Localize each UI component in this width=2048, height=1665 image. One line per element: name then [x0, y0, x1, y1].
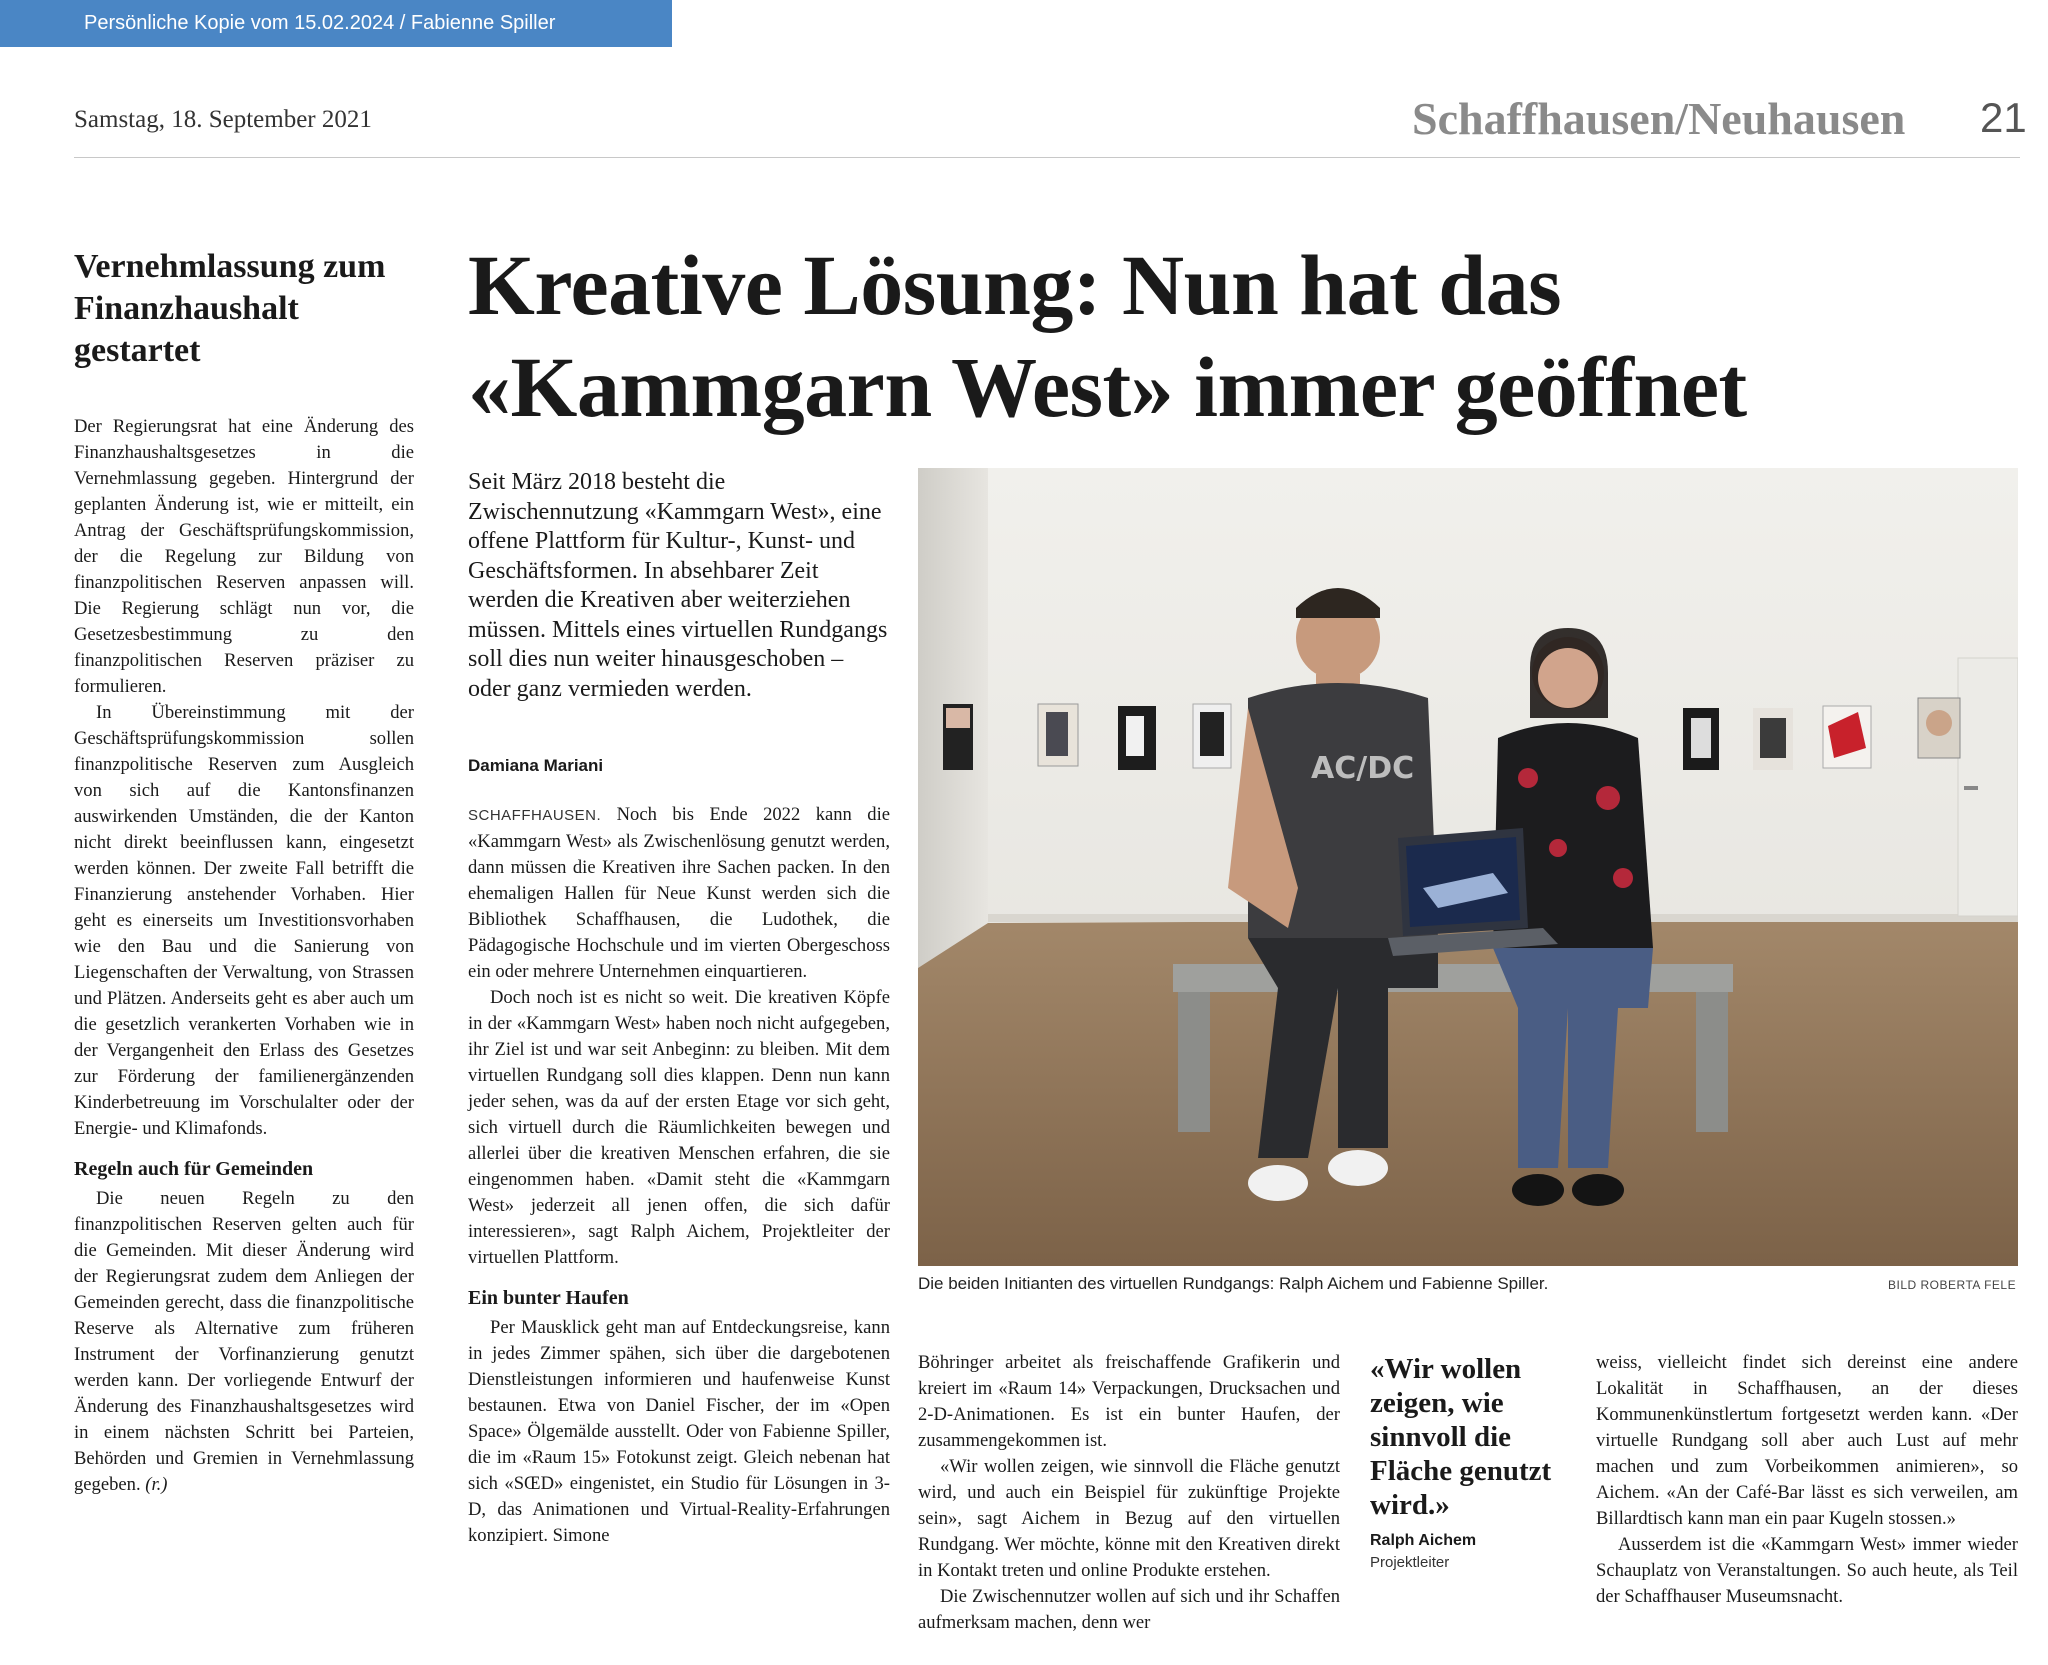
- main-headline: [468, 234, 2028, 438]
- article-paragraph: «Wir wollen zeigen, wie sinnvoll die Fläche genutzt wird, und auch ein Beispiel für zukünftige Projekte sein», sagt Aichem in Bezug auf den virtuellen Rundgang. Wer möchte, könne mit den Kreativen direkt in Kontakt treten und online Produkte erstehen.: [918, 1456, 1340, 1581]
- article-paragraph: Doch noch ist es nicht so weit. Die kreativen Köpfe in der «Kammgarn West» haben noch nicht aufgegeben, ihr Ziel ist und war seit Anbeginn: zu bleiben. Mit dem virtuellen Rundgang soll dies klappen. Denn nun kann jeder sehen, was da auf der ersten Etage vor sich geht, sich virtuell durch die Räumlichkeiten bewegen und allerlei über die kreativen Menschen erfahren, die sie eingenommen haben. «Damit steht die «Kammgarn West» jederzeit all jenen offen, die sich dafür interessieren», sagt Ralph Aichem, Projektleiter der virtuellen Plattform.: [468, 987, 890, 1268]
- section-title: Schaffhausen/Neuhausen: [1412, 93, 1906, 144]
- article-paragraph: Ausserdem ist die «Kammgarn West» immer wieder Schauplatz von Veranstaltungen. So auch heute, als Teil der Schaffhauser Museumsnacht.: [1596, 1534, 2018, 1607]
- article-paragraph: Die Zwischennutzer wollen auf sich und ihr Schaffen aufmerksam machen, denn wer: [918, 1586, 1340, 1633]
- pull-quote-role: Projektleiter: [1370, 1554, 1450, 1571]
- sidebar-paragraph-text: Die neuen Regeln zu den finanzpolitischen Reserven gelten auch für die Gemeinden. Mit dieser Änderung wird der Regierungsrat zudem dem Anliegen der Gemeinden gerecht, dass die finanzpolitische Reserve als Alternative zum früheren Instrument der Vorfinanzierung genutzt werden kann. Der vorliegende Entwurf der Änderung des Finanzhaushaltsgesetzes wird in einem nächsten Schritt bei Parteien, Behörden und Gremien in Vernehmlassung gegeben.: [74, 1188, 414, 1495]
- article-photo: [918, 468, 2018, 1266]
- article-column-1: [468, 802, 890, 1549]
- article-lead: Seit März 2018 besteht die Zwischennutzung «Kammgarn West», eine offene Plattform für Kultur-, Kunst- und Geschäftsformen. In absehbarer Zeit werden die Kreativen aber weiterziehen müssen. Mittels eines virtuellen Rundgangs soll dies nun weiter hinausgeschoben – oder ganz vermieden werden.: [468, 469, 888, 702]
- article-paragraph: weiss, vielleicht findet sich dereinst eine andere Lokalität in Schaffhausen, an der dieses Kommunenkünstlertum fortgesetzt werden kann. «Der virtuelle Rundgang soll aber auch Lust auf mehr machen und zum Vorbeikommen animieren», so Aichem. «An der Café-Bar lässt es sich verweilen, am Billardtisch kann man ein paar Kugeln stossen.»: [1596, 1352, 2018, 1529]
- sidebar-paragraph: Der Regierungsrat hat eine Änderung des Finanzhaushaltsgesetzes in die Vernehmlassung gegeben. Hintergrund der geplanten Änderung ist, wie er mitteilt, ein Antrag der Geschäftsprüfungskommission, der die Regelung zur Bildung von finanzpolitischen Reserven anpassen will. Die Regierung schlägt nun vor, die Gesetzesbestimmung zu den finanzpolitischen Reserven präziser zu formulieren.: [74, 416, 414, 697]
- header-rule: [74, 157, 2020, 158]
- sidebar-headline: Vernehmlassung zum Finanzhaushalt gestartet: [74, 248, 386, 369]
- issue-date: Samstag, 18. September 2021: [74, 106, 372, 133]
- pull-quote: «Wir wollen zeigen, wie sinnvoll die Fläche genutzt wird.»: [1370, 1353, 1552, 1521]
- sidebar-paragraph: In Übereinstimmung mit der Geschäftsprüfungskommission sollen finanzpolitische Reserven zum Ausgleich von sich auf die Kantonsfinanzen auswirkenden Umständen, die der Kanton nicht direkt beeinflussen kann, eingesetzt werden können. Der zweite Fall betrifft die Finanzierung anstehender Vorhaben. Hier geht es einerseits um Investitionsvorhaben wie den Bau und die Sanierung von Liegenschaften der Verwaltung, von Strassen und Plätzen. Anderseits geht es aber auch um die gesetzlich verankerten Vorhaben wie in der Vergangenheit den Erlass des Gesetzes zur Förderung der familienergänzenden Kinderbetreuung im Vorschulalter oder der Energie- und Klimafonds.: [74, 702, 414, 1139]
- sidebar-subhead: Regeln auch für Gemeinden: [74, 1158, 314, 1180]
- headline-line-2: «Kammgarn West» immer geöffnet: [468, 339, 1747, 435]
- headline-line-1: Kreative Lösung: Nun hat das: [468, 237, 1562, 333]
- page-number: 21: [1980, 94, 2027, 141]
- article-column-3: [1596, 1350, 2018, 1610]
- personal-copy-banner: Persönliche Kopie vom 15.02.2024 / Fabienne Spiller: [0, 0, 672, 47]
- article-author: Damiana Mariani: [468, 756, 604, 775]
- photo-illustration: [918, 468, 2018, 1266]
- sidebar-paragraph: [74, 1186, 414, 1498]
- article-paragraph: Per Mausklick geht man auf Entdeckungsreise, kann in jedes Zimmer spähen, sich über die dargebotenen Dienstleistungen informieren und haufenweise Kunst bestaunen. Etwa von Daniel Fischer, der im «Open Space» Ölgemälde ausstellt. Oder von Fabienne Spiller, die im «Raum 15» Fotokunst zeigt. Gleich nebenan hat sich «SŒD» eingenistet, ein Studio für Lösungen in 3-D, das Animationen und Virtual-Reality-Erfahrungen konzipiert. Simone: [468, 1317, 890, 1546]
- sidebar-body: [74, 414, 414, 1498]
- photo-caption: Die beiden Initianten des virtuellen Rundgangs: Ralph Aichem und Fabienne Spiller.: [918, 1274, 1549, 1293]
- article-subhead: Ein bunter Haufen: [468, 1287, 629, 1309]
- article-paragraph: [468, 802, 890, 985]
- shirt-print: AC/DC: [1311, 751, 1415, 786]
- article-paragraph-text: Noch bis Ende 2022 kann die «Kammgarn West» als Zwischenlösung genutzt werden, dann müssen die Kreativen ihre Sachen packen. In den ehemaligen Hallen für Neue Kunst werden sich die Bibliothek Schaffhausen, die Ludothek, die Pädagogische Hochschule und im vierten Obergeschoss ein oder mehrere Unternehmen einquartieren.: [468, 804, 890, 982]
- sidebar-signature: (r.): [145, 1474, 168, 1495]
- article-paragraph: Böhringer arbeitet als freischaffende Grafikerin und kreiert im «Raum 14» Verpackungen, Drucksachen und 2-D-Animationen. Es ist ein bunter Haufen, der zusammengekommen ist.: [918, 1352, 1340, 1451]
- article-column-2: [918, 1350, 1340, 1636]
- dateline: SCHAFFHAUSEN.: [468, 807, 602, 824]
- pull-quote-author: Ralph Aichem: [1370, 1532, 1477, 1549]
- photo-credit: BILD ROBERTA FELE: [1888, 1278, 2017, 1292]
